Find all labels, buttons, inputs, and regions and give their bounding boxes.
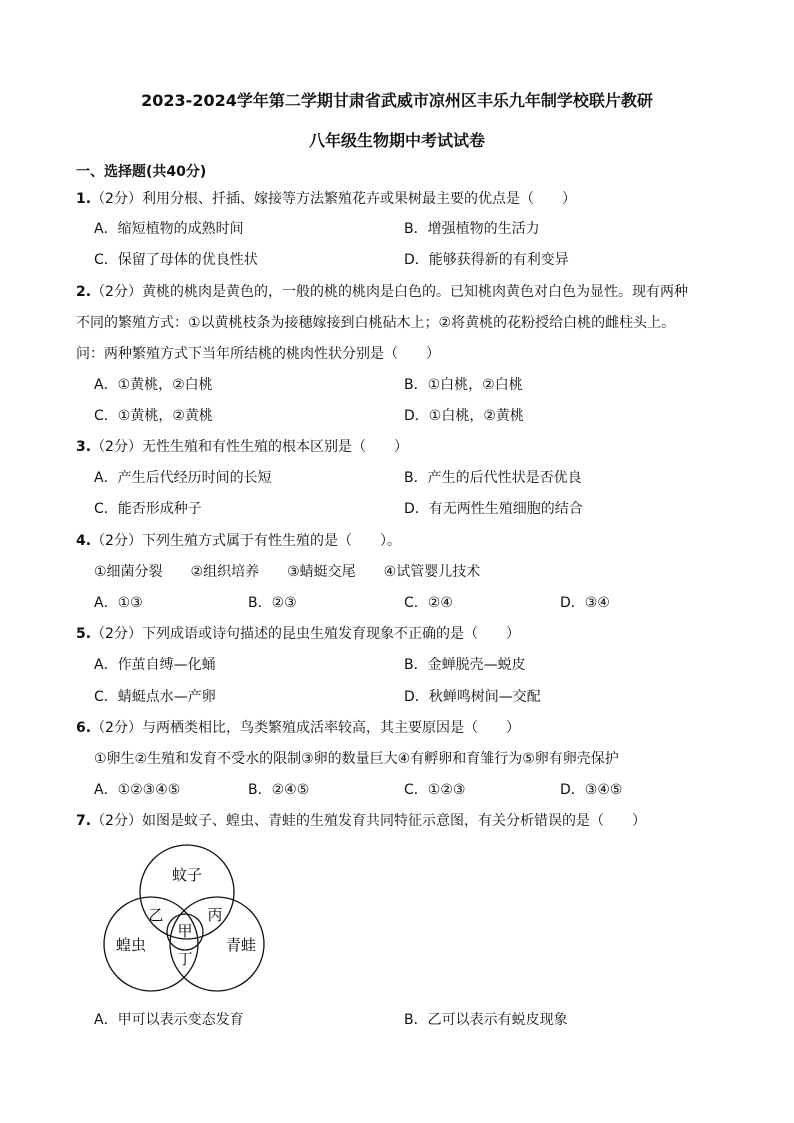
question-score: （2分） xyxy=(91,191,142,207)
question-number: 5. xyxy=(76,626,92,642)
option-b: B．②④⑤ xyxy=(248,782,310,798)
venn-diagram xyxy=(95,840,275,1000)
question-stem: 下列生殖方式属于有性生殖的是（ ）。 xyxy=(141,533,401,549)
venn-label-center: 甲 xyxy=(177,922,193,940)
exam-title-line1: 2023-2024学年第二学期甘肃省武威市凉州区丰乐九年制学校联片教研 xyxy=(141,91,653,110)
exam-title-line2: 八年级生物期中考试试卷 xyxy=(308,131,485,150)
question-6 xyxy=(76,717,520,737)
venn-label-top-left: 乙 xyxy=(148,906,164,924)
question-number: 2. xyxy=(76,284,92,300)
option-d: D．秋蝉鸣树间—交配 xyxy=(404,689,541,705)
question-7 xyxy=(76,810,646,830)
question-number: 6. xyxy=(76,720,92,736)
question-number: 7. xyxy=(76,813,92,829)
option-a: A．①黄桃，②白桃 xyxy=(94,377,213,393)
venn-label-left: 蝗虫 xyxy=(115,936,147,954)
option-b: B．增强植物的生活力 xyxy=(404,221,540,237)
question-stem-line2: ①卵生②生殖和发育不受水的限制③卵的数量巨大④有孵卵和育雏行为⑤卵有卵壳保护 xyxy=(94,751,619,767)
option-b: B．产生的后代性状是否优良 xyxy=(404,470,582,486)
option-a: A．①③ xyxy=(94,595,143,611)
venn-label-top: 蚊子 xyxy=(171,866,203,884)
venn-label-top-right: 丙 xyxy=(207,906,223,924)
option-d: D．能够获得新的有利变异 xyxy=(404,252,569,268)
option-a: A．甲可以表示变态发育 xyxy=(94,1012,244,1028)
question-2 xyxy=(76,281,688,301)
option-c: C．能否形成种子 xyxy=(94,501,202,517)
option-c: C．①黄桃，②黄桃 xyxy=(94,408,213,424)
option-d: D．③④ xyxy=(560,595,610,611)
venn-label-right: 青蛙 xyxy=(225,936,257,954)
option-b: B．金蝉脱壳—蜕皮 xyxy=(404,657,526,673)
question-score: （2分） xyxy=(91,533,142,549)
question-4 xyxy=(76,530,401,550)
section-heading: 一、选择题(共40分) xyxy=(76,164,207,180)
option-b: B．②③ xyxy=(248,595,297,611)
option-a: A．产生后代经历时间的长短 xyxy=(94,470,272,486)
option-d: D．有无两性生殖细胞的结合 xyxy=(404,501,583,517)
option-c: C．①②③ xyxy=(404,782,466,798)
option-c: C．②④ xyxy=(404,595,453,611)
question-score: （2分） xyxy=(91,813,142,829)
option-a: A．缩短植物的成熟时间 xyxy=(94,221,244,237)
option-c: C．保留了母体的优良性状 xyxy=(94,252,258,268)
question-stem-line3: 问：两种繁殖方式下当年所结桃的桃肉性状分别是（ ） xyxy=(76,346,440,362)
question-3 xyxy=(76,436,408,456)
question-number: 3. xyxy=(76,439,92,455)
question-stem: 无性生殖和有性生殖的根本区别是（ ） xyxy=(141,439,408,455)
question-number: 1. xyxy=(76,191,92,207)
question-stem-line2: ①细菌分裂 ②组织培养 ③蜻蜓交尾 ④试管婴儿技术 xyxy=(94,564,481,580)
question-stem: 下列成语或诗句描述的昆虫生殖发育现象不正确的是（ ） xyxy=(141,626,520,642)
option-d: D．①白桃，②黄桃 xyxy=(404,408,524,424)
option-a: A．①②③④⑤ xyxy=(94,782,181,798)
question-1 xyxy=(76,188,576,208)
question-score: （2分） xyxy=(91,626,142,642)
venn-label-bottom: 丁 xyxy=(177,950,193,968)
option-b: B．①白桃，②白桃 xyxy=(404,377,523,393)
question-score: （2分） xyxy=(91,720,142,736)
question-score: （2分） xyxy=(91,284,142,300)
question-stem: 利用分根、扦插、嫁接等方法繁殖花卉或果树最主要的优点是（ ） xyxy=(141,191,576,207)
question-stem: 如图是蚊子、蝗虫、青蛙的生殖发育共同特征示意图，有关分析错误的是（ ） xyxy=(141,813,646,829)
question-stem-line2: 不同的繁殖方式：①以黄桃枝条为接穗嫁接到白桃砧木上；②将黄桃的花粉授给白桃的雌柱头上。 xyxy=(76,315,676,331)
question-stem: 与两栖类相比，鸟类繁殖成活率较高，其主要原因是（ ） xyxy=(141,720,520,736)
option-c: C．蜻蜓点水—产卵 xyxy=(94,689,216,705)
option-b: B．乙可以表示有蜕皮现象 xyxy=(404,1012,568,1028)
question-5 xyxy=(76,623,520,643)
question-score: （2分） xyxy=(91,439,142,455)
question-number: 4. xyxy=(76,533,92,549)
question-stem: 黄桃的桃肉是黄色的，一般的桃的桃肉是白色的。已知桃肉黄色对白色为显性。现有两种 xyxy=(141,284,688,300)
option-d: D．③④⑤ xyxy=(560,782,623,798)
option-a: A．作茧自缚—化蛹 xyxy=(94,657,216,673)
